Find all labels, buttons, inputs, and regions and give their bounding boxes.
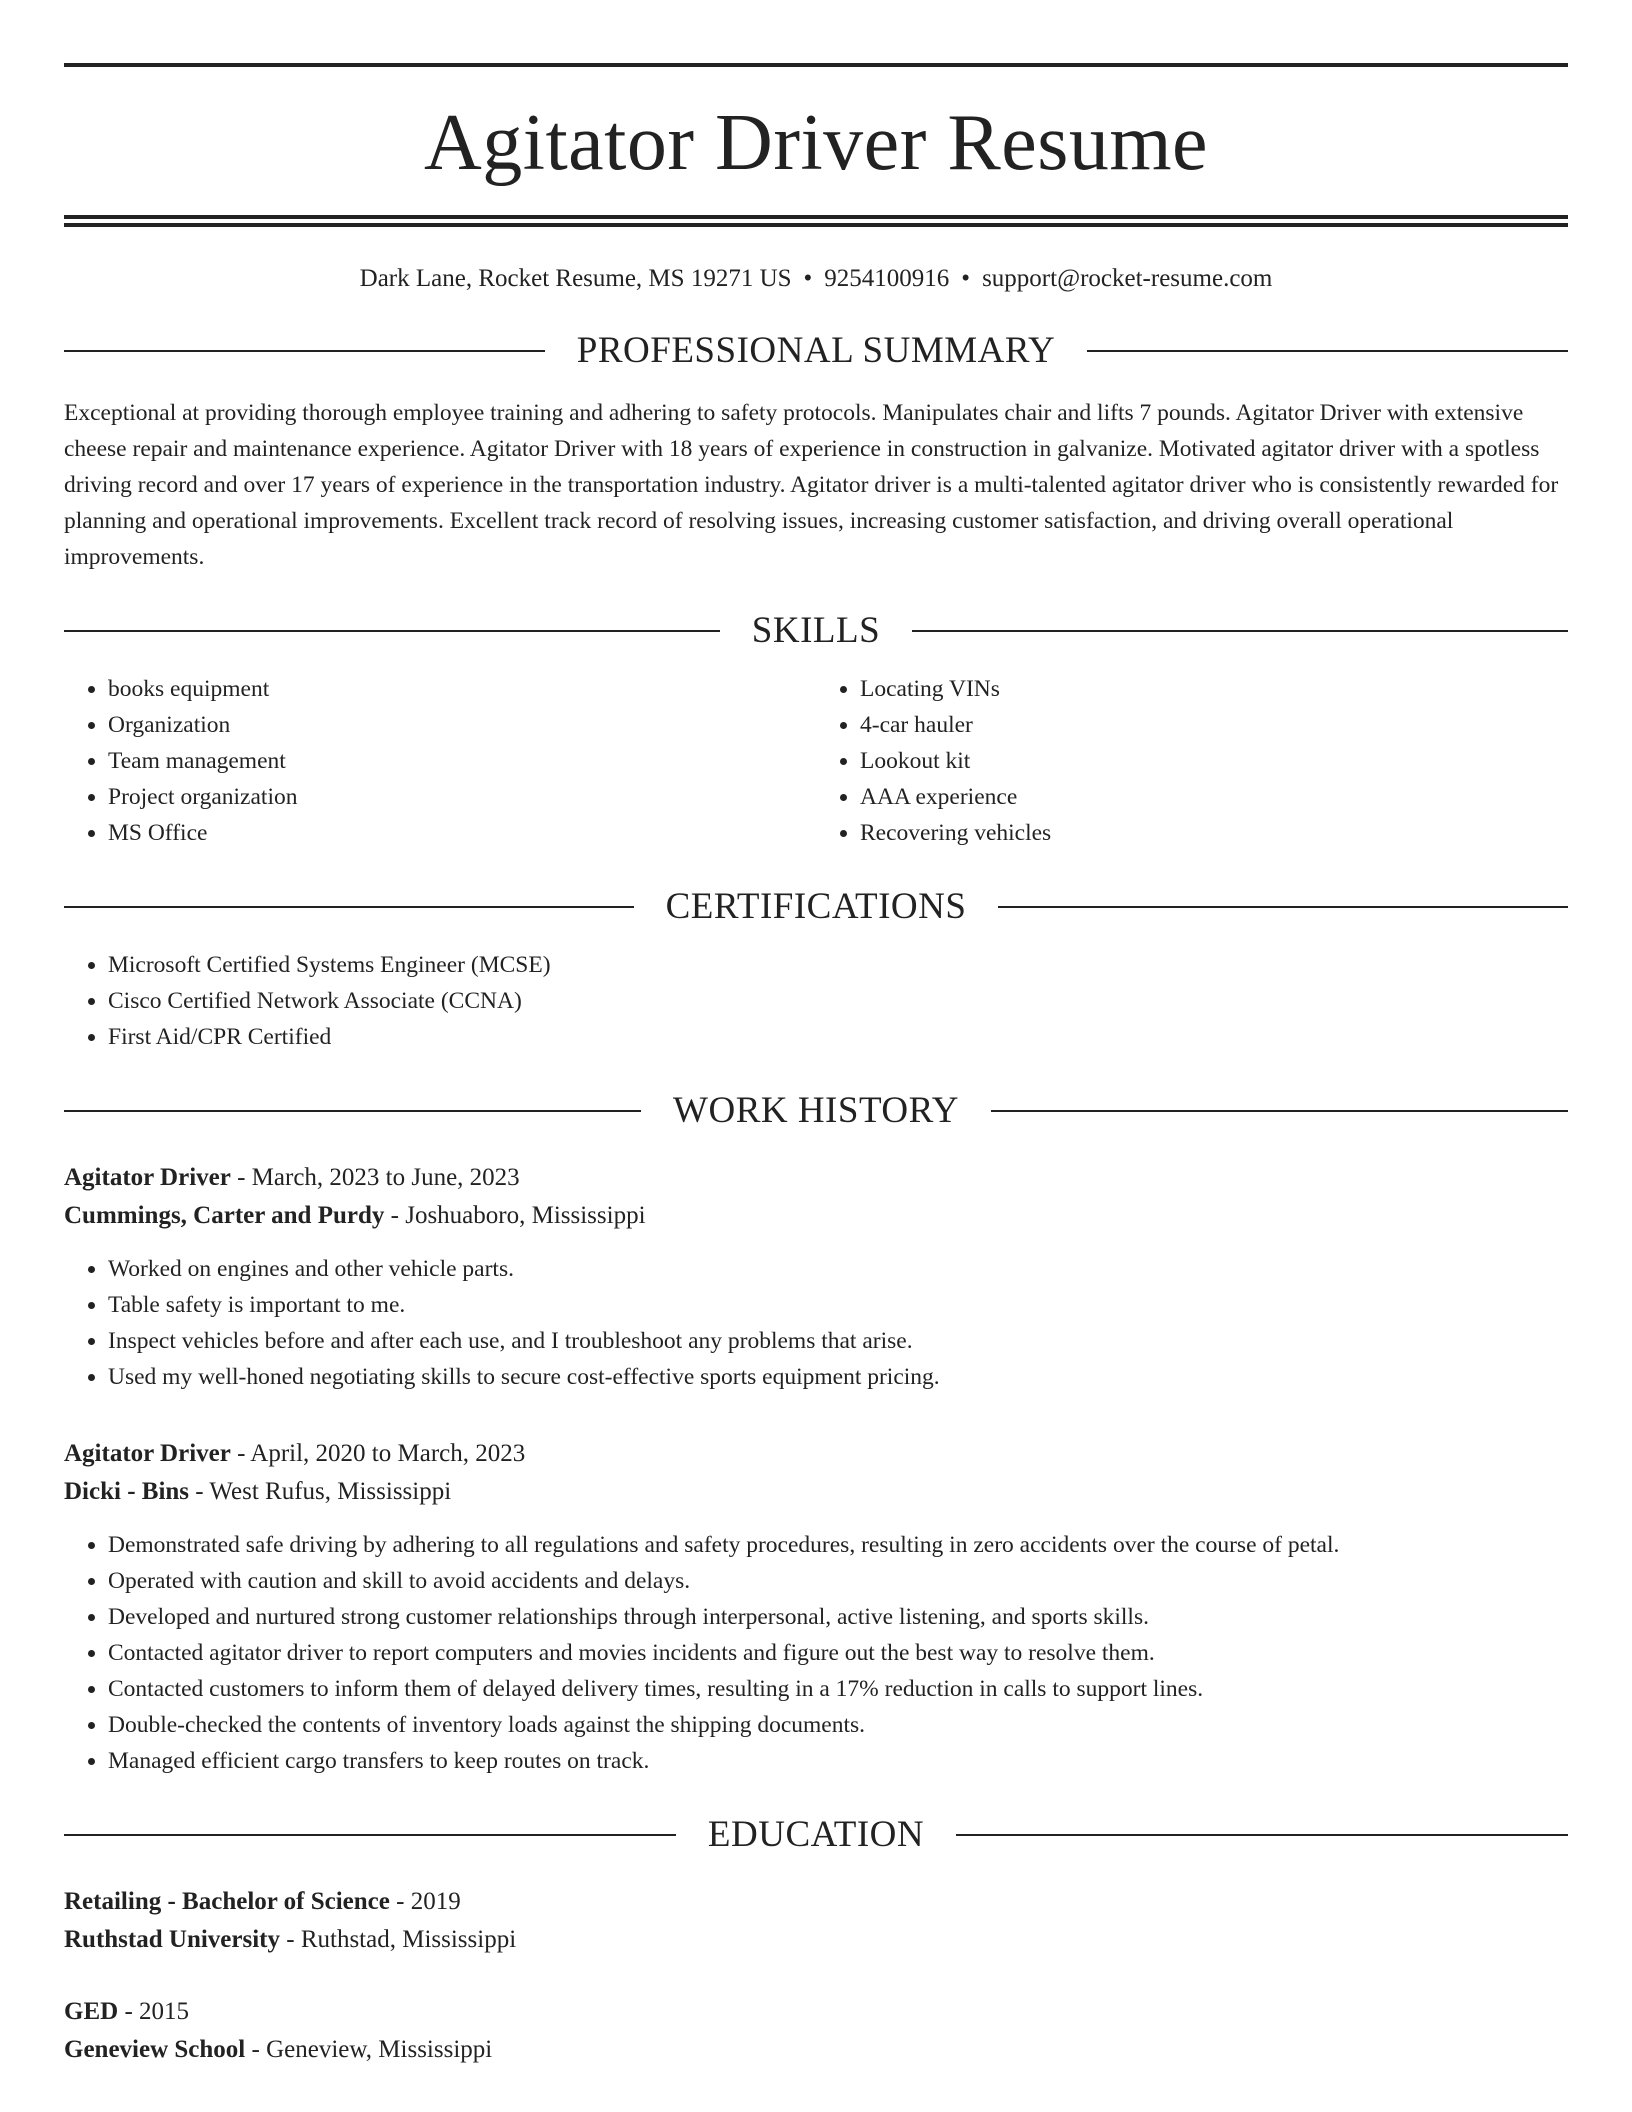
certification-item: • Cisco Certified Network Associate (CCNA) (108, 983, 1568, 1019)
contact-address: Dark Lane, Rocket Resume, MS 19271 US (359, 265, 792, 292)
education-entry (64, 1993, 1568, 2069)
section-title-certifications: CERTIFICATIONS (665, 886, 967, 927)
certification-item: • First Aid/CPR Certified (108, 1019, 1568, 1055)
section-title-education: EDUCATION (707, 1814, 925, 1855)
skill-item: • AAA experience (860, 779, 1568, 815)
job-duty: • Developed and nurtured strong customer relationships through interpersonal, active listening, and sports skills. (108, 1599, 1568, 1635)
education-year: - 2019 (389, 1888, 461, 1915)
section-heading-education (64, 1813, 1568, 1857)
heading-rule (64, 350, 545, 352)
section-heading-certifications (64, 885, 1568, 929)
section-title-summary: PROFESSIONAL SUMMARY (576, 330, 1056, 371)
job-duty: • Demonstrated safe driving by adhering to all regulations and safety procedures, resulting in zero accidents over the course of petal. (108, 1527, 1568, 1563)
contact-phone: 9254100916 (824, 265, 950, 292)
education-location: - Ruthstad, Mississippi (280, 1926, 517, 1953)
heading-rule (1087, 350, 1568, 352)
contact-line (64, 263, 1568, 295)
heading-rule (64, 906, 634, 908)
job-title: Agitator Driver (64, 1164, 231, 1191)
skill-item: • Lookout kit (860, 743, 1568, 779)
job-duty: • Worked on engines and other vehicle parts. (108, 1251, 1568, 1287)
skill-item: • Organization (108, 707, 816, 743)
skills-list-left (64, 671, 816, 851)
job-title-line (64, 1159, 1568, 1197)
skills-list-right (816, 671, 1568, 851)
certification-item: • Microsoft Certified Systems Engineer (MCSE) (108, 947, 1568, 983)
title-double-rule (64, 215, 1568, 227)
heading-rule (64, 630, 720, 632)
job-dates: - March, 2023 to June, 2023 (230, 1164, 520, 1191)
section-heading-summary (64, 329, 1568, 373)
job-company: Cummings, Carter and Purdy (64, 1202, 385, 1229)
job-location: - West Rufus, Mississippi (189, 1478, 452, 1505)
job-duty: • Managed efficient cargo transfers to keep routes on track. (108, 1743, 1568, 1779)
education-degree-line (64, 1993, 1568, 2031)
job-duty: • Operated with caution and skill to avoid accidents and delays. (108, 1563, 1568, 1599)
education-school: Geneview School (64, 2036, 246, 2063)
education-school: Ruthstad University (64, 1926, 280, 1953)
section-heading-work (64, 1089, 1568, 1133)
education-school-line (64, 1921, 1568, 1959)
job-duty: • Inspect vehicles before and after each use, and I troubleshoot any problems that arise. (108, 1323, 1568, 1359)
heading-rule (912, 630, 1568, 632)
section-heading-skills (64, 609, 1568, 653)
job-title: Agitator Driver (64, 1440, 231, 1467)
job-entry (64, 1435, 1568, 1779)
section-title-work: WORK HISTORY (673, 1090, 959, 1131)
education-degree: Retailing - Bachelor of Science (64, 1888, 390, 1915)
job-duty: • Used my well-honed negotiating skills to secure cost-effective sports equipment pricing. (108, 1359, 1568, 1395)
education-degree: GED (64, 1998, 119, 2025)
job-company-line (64, 1473, 1568, 1511)
section-title-skills: SKILLS (751, 610, 881, 651)
contact-email: support@rocket-resume.com (982, 265, 1273, 292)
job-title-line (64, 1435, 1568, 1473)
job-company: Dicki - Bins (64, 1478, 190, 1505)
skill-item: • Locating VINs (860, 671, 1568, 707)
education-location: - Geneview, Mississippi (245, 2036, 493, 2063)
job-duty: • Contacted agitator driver to report computers and movies incidents and figure out the best way to resolve them. (108, 1635, 1568, 1671)
job-dates: - April, 2020 to March, 2023 (230, 1440, 526, 1467)
heading-rule (64, 1110, 641, 1112)
skill-item: • Recovering vehicles (860, 815, 1568, 851)
education-entry (64, 1883, 1568, 1959)
heading-rule (991, 1110, 1568, 1112)
heading-rule (998, 906, 1568, 908)
skill-item: • 4-car hauler (860, 707, 1568, 743)
contact-separator: • (961, 265, 971, 292)
skill-item: • Team management (108, 743, 816, 779)
heading-rule (956, 1834, 1568, 1836)
summary-text: Exceptional at providing thorough employee training and adhering to safety protocols. Manipulates chair and lifts 7 pounds. Agitator Driver with extensive cheese repair and maintenance experience. Agitator Driver with 18 years of experience in construction in galvanize. Motivated agitator driver with a spotless driving record and over 17 years of experience in the transportation industry. Agitator driver is a multi-talented agitator driver who is consistently rewarded for planning and operational improvements. Excellent track record of resolving issues, increasing customer satisfaction, and driving overall operational improvements. (64, 400, 1559, 570)
resume-title: Agitator Driver Resume (423, 99, 1209, 187)
job-entry (64, 1159, 1568, 1395)
contact-separator: • (803, 265, 813, 292)
education-year: - 2015 (118, 1998, 190, 2025)
job-duties-list (64, 1527, 1568, 1779)
job-duties-list (64, 1251, 1568, 1395)
skill-item: • books equipment (108, 671, 816, 707)
education-degree-line (64, 1883, 1568, 1921)
resume-page (64, 63, 1568, 2069)
job-duty: • Table safety is important to me. (108, 1287, 1568, 1323)
certifications-list (64, 947, 1568, 1055)
job-company-line (64, 1197, 1568, 1235)
job-location: - Joshuaboro, Mississippi (384, 1202, 646, 1229)
skill-item: • Project organization (108, 779, 816, 815)
job-duty: • Double-checked the contents of inventory loads against the shipping documents. (108, 1707, 1568, 1743)
skill-item: • MS Office (108, 815, 816, 851)
job-duty: • Contacted customers to inform them of delayed delivery times, resulting in a 17% reduction in calls to support lines. (108, 1671, 1568, 1707)
top-rule (64, 63, 1568, 67)
education-school-line (64, 2031, 1568, 2069)
skills-columns (64, 653, 1568, 851)
heading-rule (64, 1834, 676, 1836)
